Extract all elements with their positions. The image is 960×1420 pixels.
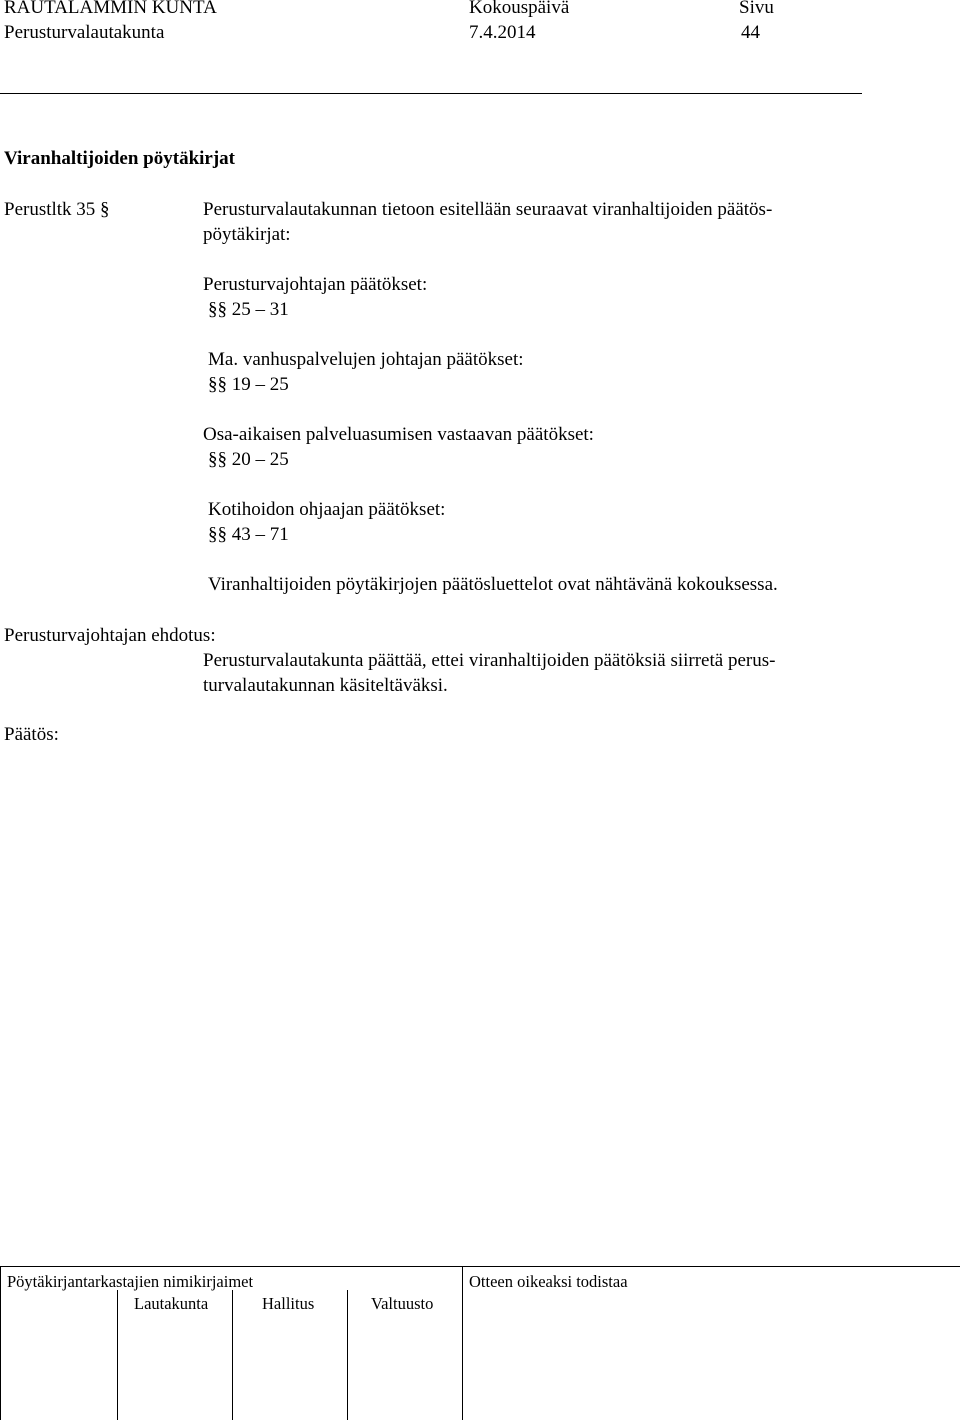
closing-note: Viranhaltijoiden pöytäkirjojen päätösluettelot ovat nähtävänä kokouksessa. (208, 574, 778, 595)
group-range-2: §§ 19 – 25 (208, 374, 289, 395)
footer-sub-divider-3 (347, 1290, 348, 1420)
meeting-date-label: Kokouspäivä (469, 0, 570, 18)
footer-column-valtuusto: Valtuusto (371, 1294, 434, 1313)
group-heading-4: Kotihoidon ohjaajan päätökset: (208, 499, 446, 520)
group-heading-2: Ma. vanhuspalvelujen johtajan päätökset: (208, 349, 524, 370)
footer-top-rule (0, 1266, 960, 1267)
group-range-3: §§ 20 – 25 (208, 449, 289, 470)
footer-sub-divider-2 (232, 1290, 233, 1420)
footer-column-lautakunta: Lautakunta (134, 1294, 209, 1313)
footer-column-divider (462, 1266, 463, 1420)
footer-column-hallitus: Hallitus (262, 1294, 315, 1313)
group-heading-1: Perusturvajohtajan päätökset: (203, 274, 428, 295)
header-rule (0, 93, 862, 94)
intro-line-1: Perusturvalautakunnan tietoon esitellään seuraavat viranhaltijoiden päätös- (203, 199, 773, 220)
certified-label: Otteen oikeaksi todistaa (469, 1272, 628, 1291)
proposal-line-2: turvalautakunnan käsiteltäväksi. (203, 675, 448, 696)
initials-label: Pöytäkirjantarkastajien nimikirjaimet (7, 1272, 254, 1291)
footer-sub-divider-1 (117, 1290, 118, 1420)
group-range-1: §§ 25 – 31 (208, 299, 289, 320)
section-reference: Perustltk 35 § (4, 199, 110, 220)
footer-left-edge (0, 1266, 1, 1420)
intro-line-2: pöytäkirjat: (203, 224, 291, 245)
proposal-label: Perusturvajohtajan ehdotus: (4, 625, 216, 646)
proposal-line-1: Perusturvalautakunta päättää, ettei viranhaltijoiden päätöksiä siirretä perus- (203, 650, 776, 671)
group-heading-3: Osa-aikaisen palveluasumisen vastaavan päätökset: (203, 424, 594, 445)
municipality-name: RAUTALAMMIN KUNTA (4, 0, 217, 18)
page-label: Sivu (739, 0, 774, 18)
board-name: Perusturvalautakunta (4, 22, 165, 43)
group-range-4: §§ 43 – 71 (208, 524, 289, 545)
meeting-date: 7.4.2014 (469, 22, 536, 43)
decision-label: Päätös: (4, 724, 59, 745)
page-title: Viranhaltijoiden pöytäkirjat (4, 148, 235, 169)
page-number: 44 (741, 22, 760, 43)
